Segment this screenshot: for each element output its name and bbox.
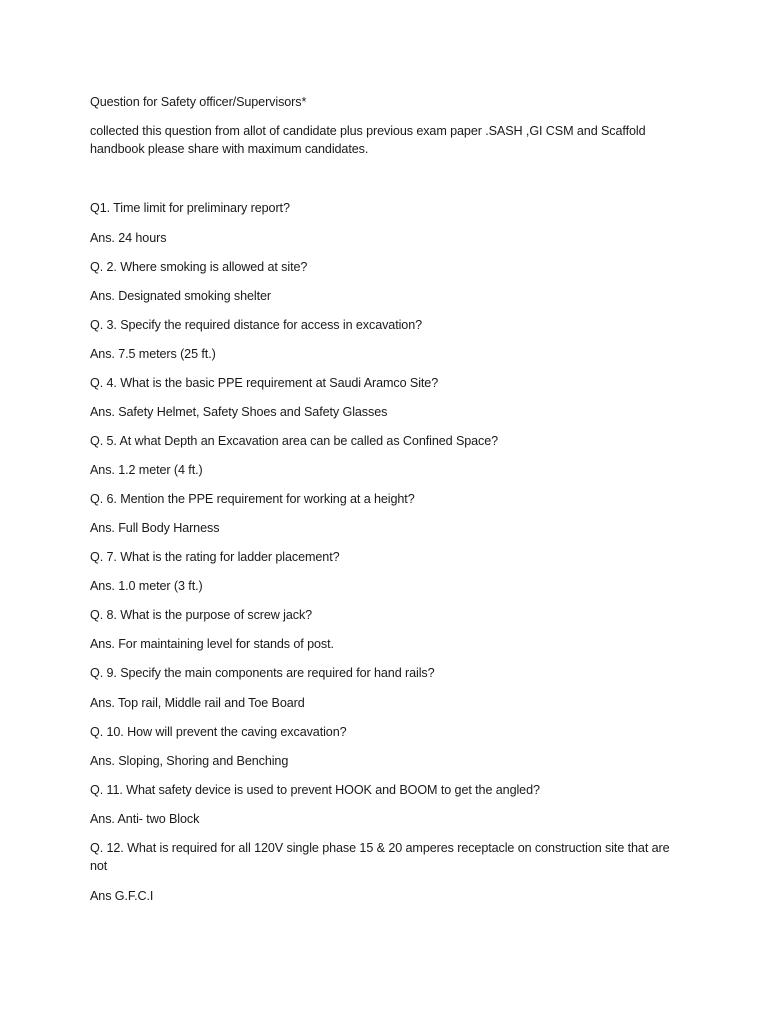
answer-1: Ans. 24 hours	[90, 231, 167, 245]
question-6: Q. 6. Mention the PPE requirement for working at a height?	[90, 492, 415, 506]
question-4: Q. 4. What is the basic PPE requirement at Saudi Aramco Site?	[90, 376, 439, 390]
answer-9: Ans. Top rail, Middle rail and Toe Board	[90, 696, 305, 710]
question-5: Q. 5. At what Depth an Excavation area can be called as Confined Space?	[90, 434, 499, 448]
question-12: Q. 12. What is required for all 120V single phase 15 & 20 amperes receptacle on construction site that are not	[90, 841, 670, 873]
answer-7: Ans. 1.0 meter (3 ft.)	[90, 579, 203, 593]
question-9: Q. 9. Specify the main components are required for hand rails?	[90, 666, 435, 680]
question-1: Q1. Time limit for preliminary report?	[90, 201, 290, 215]
question-3: Q. 3. Specify the required distance for access in excavation?	[90, 318, 423, 332]
answer-5: Ans. 1.2 meter (4 ft.)	[90, 463, 203, 477]
answer-12: Ans G.F.C.I	[90, 889, 154, 903]
answer-2: Ans. Designated smoking shelter	[90, 289, 272, 303]
answer-11: Ans. Anti- two Block	[90, 812, 200, 826]
question-8: Q. 8. What is the purpose of screw jack?	[90, 608, 313, 622]
question-7: Q. 7. What is the rating for ladder placement?	[90, 550, 340, 564]
answer-10: Ans. Sloping, Shoring and Benching	[90, 754, 289, 768]
answer-3: Ans. 7.5 meters (25 ft.)	[90, 347, 216, 361]
answer-8: Ans. For maintaining level for stands of post.	[90, 637, 334, 651]
document-title: Question for Safety officer/Supervisors*	[90, 95, 307, 109]
answer-4: Ans. Safety Helmet, Safety Shoes and Safety Glasses	[90, 405, 388, 419]
question-11: Q. 11. What safety device is used to prevent HOOK and BOOM to get the angled?	[90, 783, 540, 797]
document-intro: collected this question from allot of candidate plus previous exam paper .SASH ,GI CSM and Scaffold handbook please share with maximum candidates.	[90, 124, 646, 156]
question-10: Q. 10. How will prevent the caving excavation?	[90, 725, 347, 739]
question-2: Q. 2. Where smoking is allowed at site?	[90, 260, 308, 274]
answer-6: Ans. Full Body Harness	[90, 521, 220, 535]
